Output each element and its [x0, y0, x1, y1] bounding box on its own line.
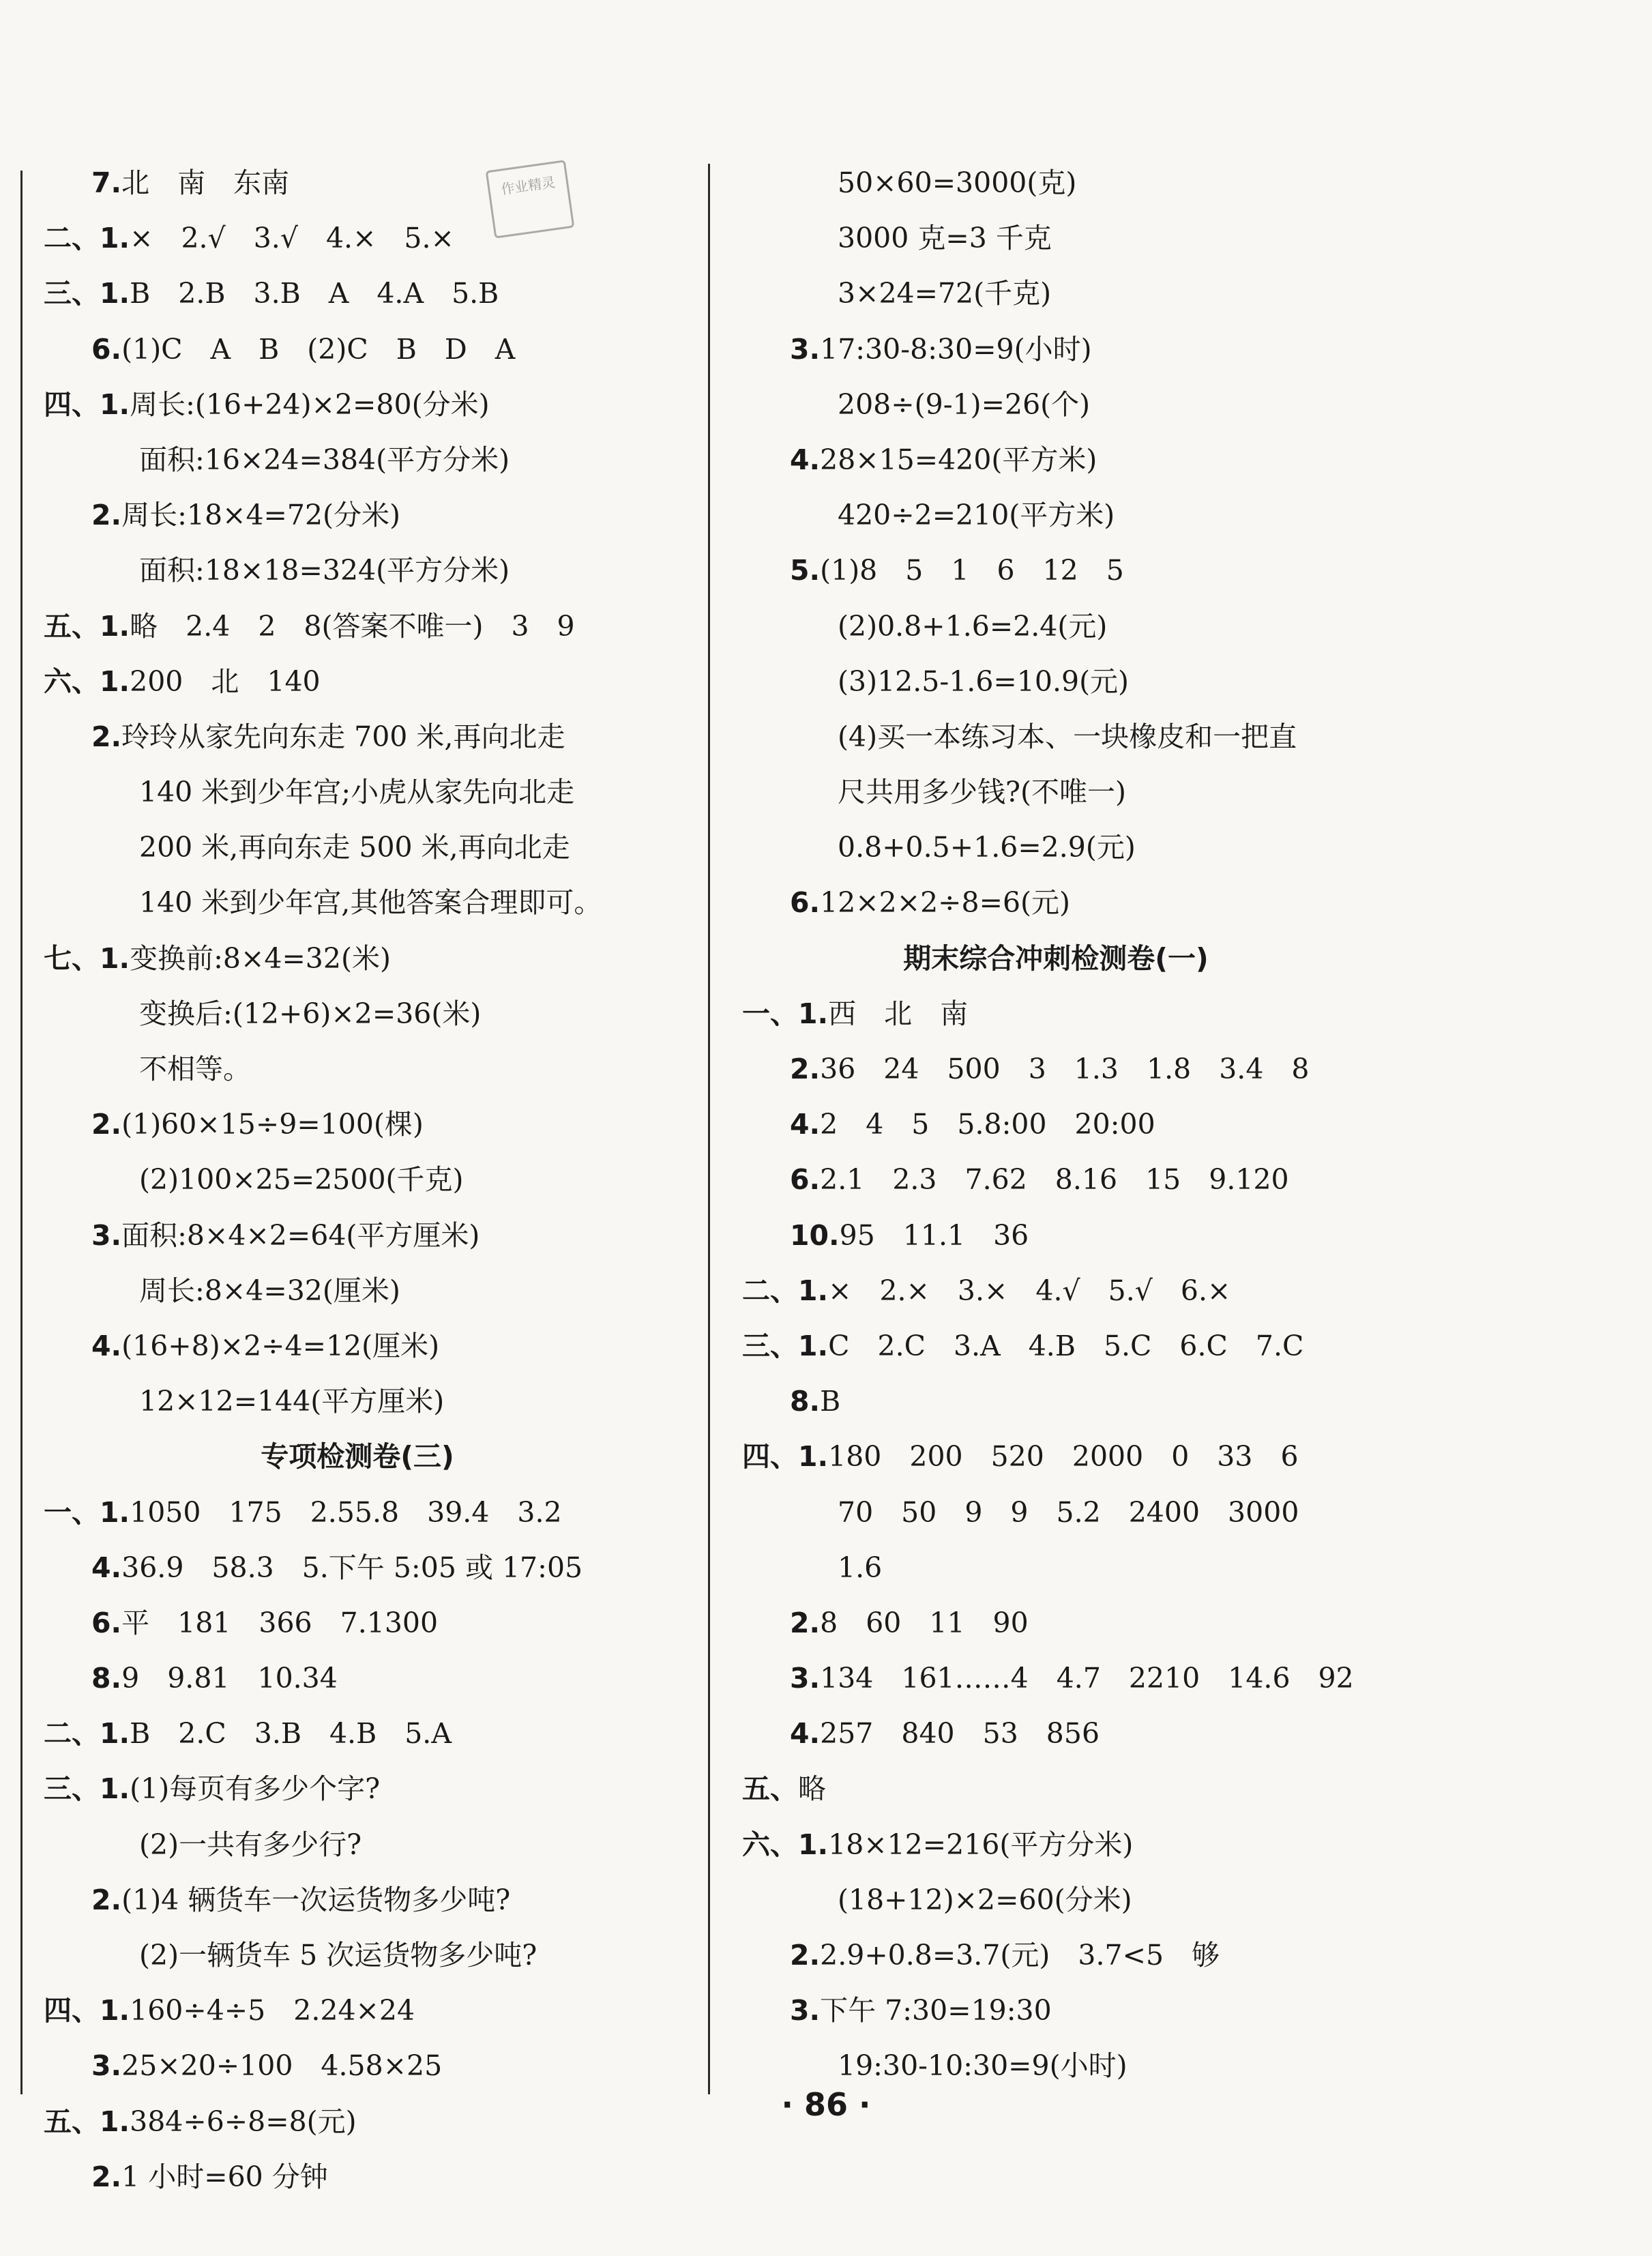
question-number: 2. [790, 1053, 821, 1085]
answer-line [44, 709, 671, 765]
answer-text: 变换后:(12+6)×2=36(米) [139, 997, 482, 1030]
question-number: 二、1. [44, 1717, 130, 1750]
answer-line [742, 1596, 1370, 1651]
answer-text: 208÷(9-1)=26(个) [838, 387, 1091, 421]
answer-text: (2)0.8+1.6=2.4(元) [838, 609, 1108, 643]
answer-line [742, 1873, 1370, 1928]
stamp-text: 作业精灵 [499, 173, 557, 198]
answer-text: 95 11.1 36 [839, 1218, 1029, 1252]
answer-text: 70 50 9 9 5.2 2400 3000 [838, 1495, 1299, 1529]
question-number: 三、1. [44, 277, 130, 310]
answer-line [742, 322, 1370, 377]
answer-text: 周长:8×4=32(厘米) [139, 1274, 400, 1307]
answer-text: 9 9.81 10.34 [121, 1662, 338, 1695]
answer-text: 180 200 520 2000 0 33 6 [828, 1440, 1299, 1474]
answer-text: 12×2×2÷8=6(元) [820, 886, 1071, 920]
answer-line [742, 543, 1370, 598]
question-number: 4. [790, 1717, 821, 1750]
answer-text: 0.8+0.5+1.6=2.9(元) [838, 831, 1136, 864]
answer-line [44, 211, 671, 266]
question-number: 三、1. [44, 1772, 130, 1806]
answer-text: (1)每页有多少个字? [130, 1772, 381, 1806]
question-number: 四、1. [44, 387, 130, 421]
answer-line [44, 599, 671, 654]
answer-line [44, 266, 671, 321]
answer-line [742, 1374, 1370, 1429]
answer-text: 北 南 东南 [121, 166, 290, 199]
answer-text: 420÷2=210(平方米) [838, 499, 1115, 532]
answer-text: 200 米,再向东走 500 米,再向北走 [139, 831, 570, 864]
question-number: 3. [790, 1662, 821, 1695]
question-number: 五、 [742, 1772, 798, 1806]
question-number: 六、1. [44, 664, 130, 698]
answer-line [44, 1873, 671, 1928]
question-number: 一、1. [44, 1495, 130, 1529]
answer-line [44, 1651, 671, 1706]
question-number: 6. [91, 332, 122, 366]
answer-text: (1)8 5 1 6 12 5 [820, 554, 1124, 587]
question-number: 一、1. [742, 997, 829, 1030]
answer-text: (1)4 辆货车一次运货物多少吨? [121, 1883, 511, 1916]
answer-text: (2)一辆货车 5 次运货物多少吨? [139, 1939, 537, 1972]
question-number: 2. [91, 720, 122, 753]
answer-text: (4)买一本练习本、一块橡皮和一把直 [838, 720, 1297, 753]
answer-line [742, 1097, 1370, 1152]
question-number: 8. [790, 1385, 821, 1418]
answer-text: 1050 175 2.55.8 39.4 3.2 [130, 1495, 562, 1529]
question-number: 三、1. [742, 1329, 829, 1362]
answer-line [44, 1928, 671, 1983]
left-answer-column [44, 156, 671, 2205]
answer-line [44, 1097, 671, 1152]
answer-text: (1)60×15÷9=100(棵) [121, 1108, 424, 1141]
answer-line [742, 211, 1370, 266]
answer-line [44, 1540, 671, 1596]
question-number: 7. [91, 166, 122, 199]
answer-text: (2)100×25=2500(千克) [139, 1163, 464, 1197]
question-number: 四、1. [742, 1440, 829, 1474]
answer-line [742, 377, 1370, 433]
left-margin-rule [20, 171, 23, 2094]
answer-text: 384÷6÷8=8(元) [130, 2105, 357, 2138]
question-number: 七、1. [44, 941, 130, 975]
answer-text: 50×60=3000(克) [838, 166, 1077, 199]
answer-text: 12×12=144(平方厘米) [139, 1385, 445, 1418]
question-number: 4. [790, 1108, 821, 1141]
answer-line [742, 433, 1370, 488]
answer-text: 下午 7:30=19:30 [820, 1994, 1052, 2027]
answer-line [742, 765, 1370, 820]
answer-line [44, 543, 671, 598]
answer-text: 平 181 366 7.1300 [121, 1606, 439, 1639]
answer-text: 不相等。 [139, 1053, 251, 1085]
question-number: 二、1. [44, 222, 130, 255]
section-title-text: 专项检测卷(三) [261, 1440, 454, 1474]
answer-line [742, 1208, 1370, 1263]
page-number: · 86 · [781, 2086, 871, 2123]
answer-line [44, 1983, 671, 2038]
question-number: 6. [790, 1163, 821, 1197]
answer-text: 8 60 11 90 [820, 1606, 1029, 1639]
answer-text: 1 小时=60 分钟 [121, 2160, 328, 2193]
answer-line [44, 931, 671, 986]
answer-text: 28×15=420(平方米) [820, 443, 1097, 476]
answer-text: 1.6 [838, 1551, 883, 1584]
answer-text: B [820, 1385, 841, 1418]
question-number: 六、1. [742, 1828, 829, 1861]
answer-line [44, 654, 671, 709]
answer-line [742, 1706, 1370, 1761]
answer-text: B 2.C 3.B 4.B 5.A [130, 1717, 452, 1750]
answer-line [44, 1319, 671, 1374]
question-number: 3. [790, 1994, 821, 2027]
question-number: 4. [91, 1329, 122, 1362]
answer-line [742, 1319, 1370, 1374]
answer-line [44, 488, 671, 543]
answer-text: (2)一共有多少行? [139, 1828, 362, 1861]
answer-text: 西 北 南 [828, 997, 969, 1030]
question-number: 2. [91, 499, 122, 532]
answer-text: 尺共用多少钱?(不唯一) [838, 776, 1126, 809]
answer-text: 略 [798, 1772, 826, 1806]
answer-text: 略 2.4 2 8(答案不唯一) 3 9 [130, 609, 575, 643]
answer-line [44, 1761, 671, 1817]
answer-line [742, 1761, 1370, 1817]
answer-line [44, 1817, 671, 1873]
answer-line [44, 433, 671, 488]
answer-text: 周长:18×4=72(分米) [121, 499, 401, 532]
answer-text: 2 4 5 5.8:00 20:00 [820, 1108, 1155, 1141]
answer-line [742, 1042, 1370, 1097]
question-number: 3. [91, 1218, 122, 1252]
section-title-text: 期末综合冲刺检测卷(一) [903, 941, 1209, 975]
answer-text: 257 840 53 856 [820, 1717, 1100, 1750]
question-number: 4. [790, 443, 821, 476]
answer-line [742, 1429, 1370, 1484]
answer-text: × 2.× 3.× 4.√ 5.√ 6.× [828, 1274, 1231, 1307]
question-number: 2. [91, 1108, 122, 1141]
answer-text: 134 161……4 4.7 2210 14.6 92 [820, 1662, 1354, 1695]
answer-text: (3)12.5-1.6=10.9(元) [838, 664, 1130, 698]
answer-line [44, 377, 671, 433]
question-number: 3. [790, 332, 821, 366]
answer-line [44, 1042, 671, 1097]
answer-text: 17:30-8:30=9(小时) [820, 332, 1092, 366]
answer-text: 200 北 140 [130, 664, 321, 698]
answer-line [742, 1817, 1370, 1873]
answer-line [742, 1485, 1370, 1540]
answer-line [44, 1152, 671, 1207]
answer-line [44, 1263, 671, 1319]
answer-text: (16+8)×2÷4=12(厘米) [121, 1329, 440, 1362]
question-number: 8. [91, 1662, 122, 1695]
answer-line [742, 1983, 1370, 2038]
answer-line [742, 654, 1370, 709]
answer-line [742, 599, 1370, 654]
answer-text: 18×12=216(平方分米) [828, 1828, 1134, 1861]
answer-text: (1)C A B (2)C B D A [121, 332, 516, 366]
question-number: 四、1. [44, 1994, 130, 2027]
answer-text: 3000 克=3 千克 [838, 222, 1052, 255]
question-number: 4. [91, 1551, 122, 1584]
answer-text: 玲玲从家先向东走 700 米,再向北走 [121, 720, 565, 753]
question-number: 2. [790, 1939, 821, 1972]
question-number: 6. [91, 1606, 122, 1639]
section-title [44, 1429, 671, 1484]
answer-line [742, 709, 1370, 765]
question-number: 2. [790, 1606, 821, 1639]
answer-line [742, 1928, 1370, 1983]
question-number: 2. [91, 1883, 122, 1916]
answer-text: 变换前:8×4=32(米) [130, 941, 391, 975]
right-answer-column [742, 156, 1370, 2094]
answer-text: 25×20÷100 4.58×25 [121, 2049, 443, 2083]
answer-text: C 2.C 3.A 4.B 5.C 6.C 7.C [828, 1329, 1304, 1362]
section-title [742, 931, 1370, 986]
answer-line [742, 986, 1370, 1042]
answer-line [44, 1596, 671, 1651]
answer-text: 面积:8×4×2=64(平方厘米) [121, 1218, 480, 1252]
answer-line [44, 765, 671, 820]
answer-text: 36 24 500 3 1.3 1.8 3.4 8 [820, 1053, 1310, 1085]
question-number: 6. [790, 886, 821, 920]
answer-line [742, 266, 1370, 321]
answer-line [742, 1152, 1370, 1207]
answer-text: B 2.B 3.B A 4.A 5.B [130, 277, 499, 310]
answer-line [44, 875, 671, 931]
answer-line [742, 875, 1370, 931]
question-number: 2. [91, 2160, 122, 2193]
answer-line [742, 820, 1370, 875]
answer-text: 36.9 58.3 5.下午 5:05 或 17:05 [121, 1551, 583, 1584]
answer-text: 19:30-10:30=9(小时) [838, 2049, 1127, 2083]
answer-line [742, 1651, 1370, 1706]
answer-text: 面积:16×24=384(平方分米) [139, 443, 510, 476]
answer-text: 160÷4÷5 2.24×24 [130, 1994, 415, 2027]
question-number: 3. [91, 2049, 122, 2083]
question-number: 5. [790, 554, 821, 587]
question-number: 二、1. [742, 1274, 829, 1307]
answer-line [44, 1706, 671, 1761]
answer-line [44, 322, 671, 377]
answer-line [44, 2150, 671, 2205]
answer-line [44, 1374, 671, 1429]
answer-text: × 2.√ 3.√ 4.× 5.× [130, 222, 454, 255]
answer-line [44, 1485, 671, 1540]
answer-text: 140 米到少年宫;小虎从家先向北走 [139, 776, 575, 809]
column-divider [708, 164, 710, 2094]
answer-text: 面积:18×18=324(平方分米) [139, 554, 510, 587]
question-number: 五、1. [44, 2105, 130, 2138]
question-number: 五、1. [44, 609, 130, 643]
answer-text: 周长:(16+24)×2=80(分米) [130, 387, 490, 421]
answer-line [742, 1263, 1370, 1319]
answer-line [44, 1208, 671, 1263]
question-number: 10. [790, 1218, 840, 1252]
answer-text: 3×24=72(千克) [838, 277, 1052, 310]
answer-line [742, 156, 1370, 211]
answer-line [742, 1540, 1370, 1596]
answer-text: (18+12)×2=60(分米) [838, 1883, 1132, 1916]
answer-text: 2.9+0.8=3.7(元) 3.7<5 够 [820, 1939, 1220, 1972]
answer-text: 2.1 2.3 7.62 8.16 15 9.120 [820, 1163, 1289, 1197]
answer-line [44, 986, 671, 1042]
answer-line [44, 820, 671, 875]
answer-line [742, 488, 1370, 543]
answer-line [44, 156, 671, 211]
answer-text: 140 米到少年宫,其他答案合理即可。 [139, 886, 602, 920]
